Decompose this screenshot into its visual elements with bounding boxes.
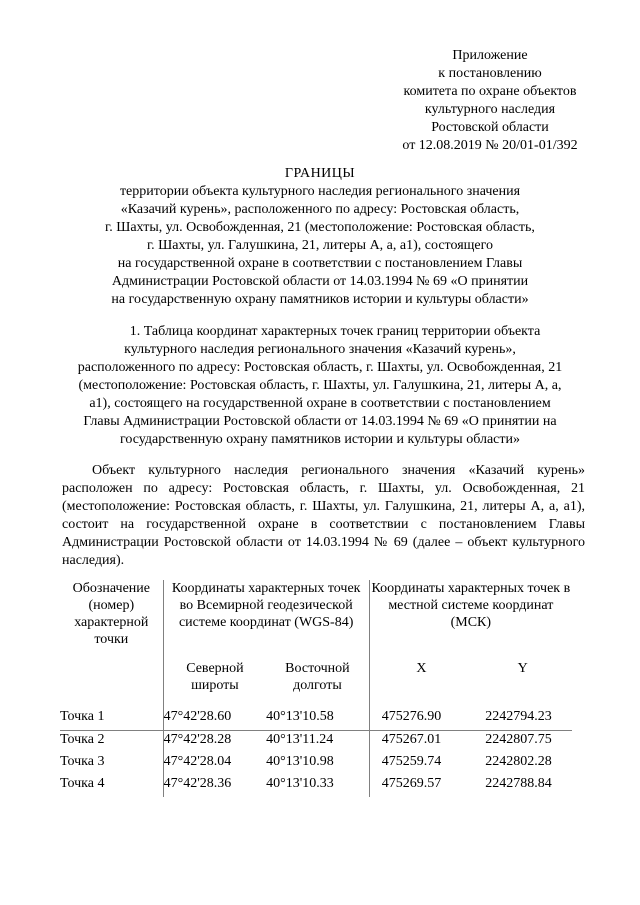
cell-longitude: 40°13'10.98 xyxy=(266,753,369,775)
cell-point: Точка 4 xyxy=(60,775,163,797)
section-line: государственную охрану памятников истории и культуры области» xyxy=(120,432,520,447)
header-north-latitude: Северной широты xyxy=(186,661,244,693)
cell-x: 475276.90 xyxy=(381,709,442,724)
cell-longitude: 40°13'10.58 xyxy=(266,708,369,731)
cell-point: Точка 2 xyxy=(60,731,163,754)
cell-latitude: 47°42'28.60 xyxy=(163,709,232,724)
header-east-longitude: Восточной долготы xyxy=(266,660,369,708)
title-line: Администрации Ростовской области от 14.03.1994 № 69 «О принятии xyxy=(111,274,529,289)
section-line: (местоположение: Ростовская область, г. Шахты, ул. Галушкина, 21, литеры А, а, xyxy=(78,378,562,393)
title-line: территории объекта культурного наследия регионального значения xyxy=(119,184,521,199)
cell-latitude: 47°42'28.04 xyxy=(163,754,232,769)
section-line: 1. Таблица координат характерных точек границ территории объекта xyxy=(129,324,541,339)
title-line: г. Шахты, ул. Освобожденная, 21 (местоположение: Ростовская область, xyxy=(105,220,535,235)
cell-longitude: 40°13'11.24 xyxy=(266,731,369,754)
cell-x: 475259.74 xyxy=(381,754,442,769)
cell-y: 2242802.28 xyxy=(485,754,552,769)
section-line: Главы Администрации Ростовской области от 14.03.1994 № 69 «О принятии на xyxy=(83,414,557,429)
table-row xyxy=(60,775,572,797)
cell-latitude: 47°42'28.28 xyxy=(163,731,266,754)
cell-longitude: 40°13'10.33 xyxy=(266,775,369,797)
title-line: «Казачий курень», расположенного по адресу: Ростовская область, xyxy=(120,202,520,217)
cell-x: 475267.01 xyxy=(369,731,473,754)
section-line: а1), состоящего на государственной охране в соответствии с постановлением xyxy=(89,396,551,411)
appendix-line: Приложение xyxy=(452,48,528,63)
header-point-designation: Обозначение (номер) характерной точки xyxy=(60,580,163,708)
cell-point: Точка 1 xyxy=(60,708,163,731)
coordinates-table xyxy=(60,580,572,797)
title-line: на государственной охране в соответствии с постановлением Главы xyxy=(117,256,523,271)
appendix-line: Ростовской области xyxy=(431,120,549,135)
table-row xyxy=(60,753,572,775)
cell-y: 2242788.84 xyxy=(485,776,552,791)
cell-y: 2242794.23 xyxy=(485,709,552,724)
object-description-paragraph: Объект культурного наследия регионального значения «Казачий курень» расположен по адресу: Ростовская область, г. Шахты, ул. Освобожденная, 21 (местоположение: Ростовская область, г. Шахты, ул. Галушкина, 21, литеры А, а, а1), состоит на государственной охране в соответствии с постановлением Главы Администрации Ростовской области от 14.03.1994 № 69 (далее – объект культурного наследия). xyxy=(62,463,585,568)
table-header-row xyxy=(60,580,572,660)
section-line: культурного наследия регионального значения «Казачий курень», xyxy=(124,342,516,357)
header-msk: Координаты характерных точек в местной системе координат (МСК) xyxy=(371,581,571,630)
header-wgs84: Координаты характерных точек во Всемирной геодезической системе координат (WGS-84) xyxy=(163,580,369,660)
appendix-line: к постановлению xyxy=(438,66,542,81)
appendix-line: комитета по охране объектов xyxy=(403,84,577,99)
cell-x: 475269.57 xyxy=(381,776,442,791)
document-title xyxy=(55,165,585,309)
cell-y: 2242807.75 xyxy=(473,731,572,754)
section-1-heading xyxy=(55,323,585,449)
title-line: г. Шахты, ул. Галушкина, 21, литеры А, а, а1), состоящего xyxy=(146,238,494,253)
table-row xyxy=(60,731,572,754)
header-y: Y xyxy=(517,661,528,676)
appendix-header xyxy=(370,47,610,155)
section-line: расположенного по адресу: Ростовская область, г. Шахты, ул. Освобожденная, 21 xyxy=(77,360,563,375)
cell-point: Точка 3 xyxy=(60,753,163,775)
title-line: на государственную охрану памятников истории и культуры области» xyxy=(111,292,529,307)
appendix-line: от 12.08.2019 № 20/01-01/392 xyxy=(402,138,578,153)
header-x: X xyxy=(416,661,427,676)
title-heading: ГРАНИЦЫ xyxy=(284,166,356,181)
cell-latitude: 47°42'28.36 xyxy=(163,776,232,791)
table-row xyxy=(60,708,572,731)
appendix-line: культурного наследия xyxy=(424,102,556,117)
